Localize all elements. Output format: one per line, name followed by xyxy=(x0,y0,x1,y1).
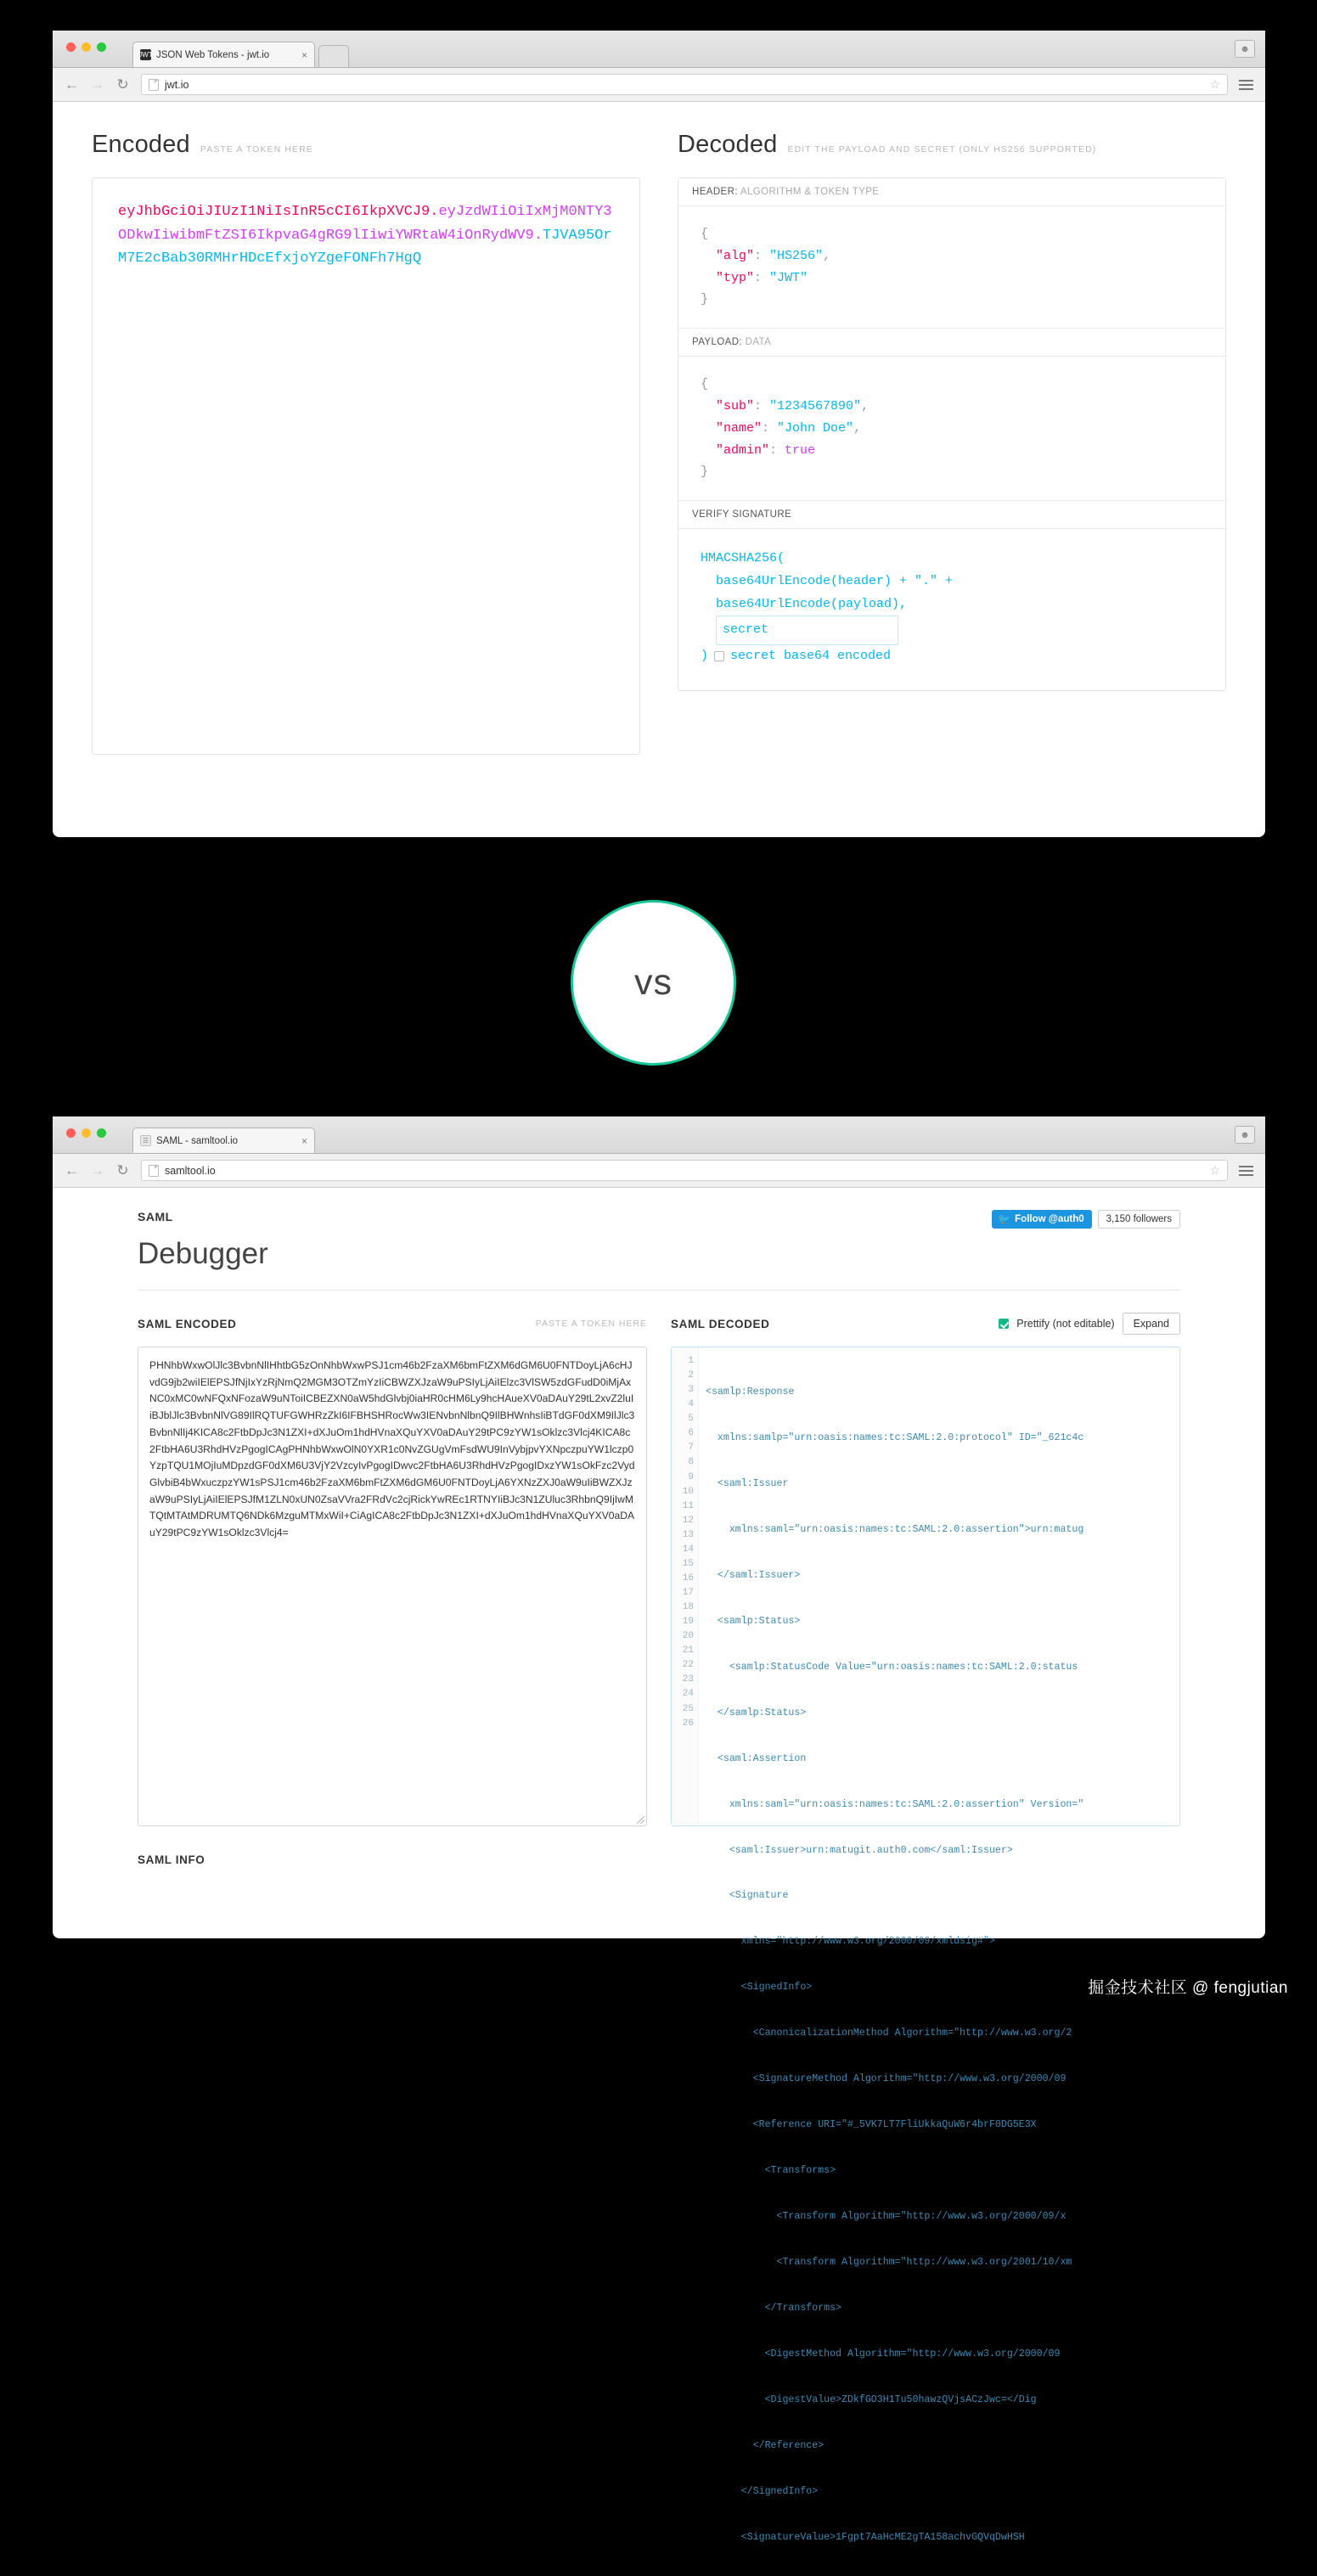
line-number: 15 xyxy=(682,1558,694,1569)
saml-decoded-header xyxy=(671,1313,1180,1335)
close-window-button[interactable] xyxy=(66,1128,76,1138)
line-number: 24 xyxy=(682,1689,694,1700)
profile-icon[interactable]: ☻ xyxy=(1235,1126,1255,1144)
json-key: "typ" xyxy=(716,270,755,285)
url-text: jwt.io xyxy=(165,78,189,91)
xml-line: <Transform Algorithm="http://www.w3.org/2001/10/xm xyxy=(706,2257,1072,2269)
reload-icon[interactable]: ↻ xyxy=(116,1162,129,1178)
encoded-token-input[interactable] xyxy=(92,177,640,755)
xml-line: </SignedInfo> xyxy=(706,2485,819,2497)
xml-line: <Transforms> xyxy=(706,2165,836,2177)
xml-line: <samlp:Status> xyxy=(706,1615,801,1627)
xml-line: xmlns:samlp="urn:oasis:names:tc:SAML:2.0:protocol" ID="_621c4c xyxy=(706,1431,1084,1443)
json-key: "name" xyxy=(716,420,763,436)
line-number: 11 xyxy=(682,1500,694,1511)
decoded-subtitle: EDIT THE PAYLOAD AND SECRET (ONLY HS256 SUPPORTED) xyxy=(787,144,1097,155)
saml-encoded-title: SAML ENCODED xyxy=(138,1317,237,1330)
header-divider xyxy=(138,1290,1180,1291)
json-line xyxy=(701,440,1203,462)
address-bar[interactable] xyxy=(141,1160,1228,1181)
line-number: 7 xyxy=(688,1443,694,1454)
json-comma: , xyxy=(853,420,862,436)
payload-json[interactable] xyxy=(678,357,1225,500)
profile-icon[interactable]: ☻ xyxy=(1235,40,1255,58)
paste-token-hint: PASTE A TOKEN HERE xyxy=(535,1319,647,1329)
saml-encoded-header xyxy=(138,1313,647,1335)
json-comma: , xyxy=(861,398,870,413)
json-colon: : xyxy=(754,270,763,285)
line-number: 21 xyxy=(682,1645,694,1656)
xml-line: <saml:Issuer xyxy=(706,1477,789,1489)
expand-button[interactable]: Expand xyxy=(1123,1313,1180,1335)
page-title: Debugger xyxy=(138,1237,268,1270)
json-value: "John Doe" xyxy=(777,420,854,436)
saml-encoded-column xyxy=(138,1313,647,1826)
line-number: 5 xyxy=(688,1414,694,1425)
decoded-header xyxy=(678,131,1226,159)
prettify-label[interactable]: Prettify (not editable) xyxy=(1016,1318,1115,1330)
jwt-dot-1: . xyxy=(430,204,439,220)
saml-decoded-title: SAML DECODED xyxy=(671,1317,770,1330)
saml-kicker: SAML xyxy=(138,1210,173,1223)
json-key: "alg" xyxy=(716,248,755,263)
xml-line: </samlp:Status> xyxy=(706,1707,807,1718)
brace-open: { xyxy=(701,227,709,241)
json-value: "JWT" xyxy=(769,270,808,285)
page-icon xyxy=(149,79,159,91)
json-value: "HS256" xyxy=(769,248,824,263)
line-number: 23 xyxy=(682,1674,694,1685)
saml-decoded-viewer[interactable] xyxy=(671,1347,1180,2543)
page-favicon-icon: ☰ xyxy=(140,1135,151,1146)
json-line xyxy=(701,418,1203,440)
decoded-title: Decoded xyxy=(678,131,778,158)
menu-icon[interactable] xyxy=(1239,80,1253,90)
xml-line: xmlns="http://www.w3.org/2000/09/xmldsig#"> xyxy=(706,1936,995,1948)
signature-editor[interactable] xyxy=(678,529,1225,689)
xml-line: <DigestValue>ZDkfGO3H1Tu50hawzQVjsACzJwc=</Dig xyxy=(706,2393,1037,2405)
base64-checkbox-label[interactable]: secret base64 encoded xyxy=(730,648,892,663)
bookmark-star-icon[interactable]: ☆ xyxy=(1209,1163,1220,1177)
base64-checkbox[interactable] xyxy=(714,651,724,661)
sig-line xyxy=(701,548,1203,571)
sig-line xyxy=(701,593,1203,616)
encoded-subtitle: PASTE A TOKEN HERE xyxy=(200,144,313,155)
sig-line xyxy=(701,645,1203,668)
line-number: 14 xyxy=(682,1544,694,1555)
tab-title: SAML - samltool.io xyxy=(156,1135,239,1146)
close-window-button[interactable] xyxy=(66,42,76,52)
jwt-favicon-icon: JWT xyxy=(138,51,153,59)
line-number: 1 xyxy=(688,1356,694,1366)
line-number-gutter xyxy=(672,1347,699,1825)
encoded-header xyxy=(92,131,640,159)
vs-label: vs xyxy=(634,962,673,1003)
saml-brand xyxy=(138,1210,268,1290)
line-number: 19 xyxy=(682,1617,694,1628)
json-line xyxy=(701,245,1203,267)
json-colon: : xyxy=(762,420,770,436)
json-line xyxy=(701,461,1203,483)
json-colon: : xyxy=(754,398,763,413)
saml-encoded-textarea[interactable]: PHNhbWxwOlJlc3BvbnNlIHhtbG5zOnNhbWxwPSJ1cm46b2FzaXM6bmFtZXM6dGM6U0FNTDoyLjA6cHJvdG9jb2wiIElEPSJfNjIxYzRjNmQ2MGM3OTZmYzIiCBWZXJzaW9uPSIyLjAiIElzc3VlSW5zdGFudD0iMjAxNC0xMC0wNFQxNFozaW9uNToiICBEZXN0aW5hdGlvbj0iaHR0cHM6Ly9hcHAueXV0aDAuY29tL2xvZ2luIiBJblJlc3BvbnNlVG89IlRQTUFGWHRzZkI6IFBHSHRocWw3IENvbnNlbnQ9IlBHWnhsIiBTdGF0dXM9IlJlc3BvbnNlIj4KICA8c2FtbDpJc3N1ZXI+dXJuOm1hdHVnaXQuYXV0aDAuY29tPC9zYW1sOklzc3Vlcj4KICA8c2FtbHA6U3RhdHVzPgogICAgPHNhbWxwOlN0YXR1c0NvZGUgVmFsdWU9InVybjpvYXNpczpuYW1lczp0YzpTQU1MOjIuMDpzdGF0dXM6U3VjY2VzcyIvPgogIDwvc2FtbHA6U3RhdHVzPgogIDxzYW1sOkFzc2VydGlvbiB4bWxuczpzYW1sPSJ1cm46b2FzaXM6bmFtZXM6dGM6U0FNTDoyLjA6YXNzZXJ0aW9uIiBWZXJzaW9uPSIyLjAiIElEPSJfM1ZLN0xUN0ZsaVVra2FRdVc2cjRickYwREc1RTNYIiBJc3N1ZUluc3RhbnQ9IjIwMTQtMTAtMDRUMTQ6NDk6MzguMTMxWiI+CiAgICA8c2FtbDpJc3N1ZXI+dXJuOm1hdHVnaXQuYXV0aDAuY29tPC9zYW1sOklzc3Vlcj4= xyxy=(138,1347,647,1826)
back-icon[interactable]: ← xyxy=(65,76,79,93)
vs-badge xyxy=(571,900,736,1066)
xml-line: <Signature xyxy=(706,1890,789,1902)
twitter-follow-group xyxy=(992,1210,1180,1229)
payload-section-label xyxy=(678,328,1225,357)
header-json[interactable] xyxy=(678,206,1225,328)
reload-icon[interactable]: ↻ xyxy=(116,76,129,93)
jwt-signature-segment: TJVA95OrM7E2cBab30RMHrHDcEfxjoYZgeFONFh7HgQ xyxy=(118,227,612,267)
sig-line xyxy=(701,616,1203,645)
json-colon: : xyxy=(769,442,778,458)
new-tab-button[interactable] xyxy=(318,45,349,67)
xml-line: <Transform Algorithm="http://www.w3.org/2000/09/x xyxy=(706,2211,1067,2223)
encoded-title: Encoded xyxy=(92,131,190,158)
tab-title: JSON Web Tokens - jwt.io xyxy=(156,49,270,60)
line-number: 10 xyxy=(682,1486,694,1497)
line-number: 16 xyxy=(682,1572,694,1583)
close-icon[interactable]: × xyxy=(301,1134,307,1147)
encoded-column xyxy=(92,131,640,755)
line-number: 3 xyxy=(688,1385,694,1396)
xml-line: xmlns:saml="urn:oasis:names:tc:SAML:2.0:assertion">urn:matug xyxy=(706,1523,1084,1535)
json-comma: , xyxy=(823,248,831,263)
json-value: "1234567890" xyxy=(769,398,862,413)
line-number: 17 xyxy=(682,1588,694,1598)
prettify-checkbox[interactable] xyxy=(999,1319,1009,1329)
header-label-sub: ALGORITHM & TOKEN TYPE xyxy=(740,187,880,197)
saml-info-label: SAML INFO xyxy=(138,1853,205,1866)
header-section-label xyxy=(678,178,1225,206)
payload-label: PAYLOAD: xyxy=(692,337,743,348)
xml-line: <samlp:Response xyxy=(706,1386,795,1398)
browser-tab-saml[interactable] xyxy=(132,1128,315,1153)
sig-line-header: base64UrlEncode(header) + "." + xyxy=(716,573,954,588)
line-number: 18 xyxy=(682,1602,694,1613)
hmac-fn-label: HMACSHA256( xyxy=(701,551,785,566)
jwt-browser-window xyxy=(53,31,1265,837)
line-number: 4 xyxy=(688,1399,694,1410)
xml-line: </Transforms> xyxy=(706,2303,842,2314)
jwt-payload-segment: eyJzdWIiOiIxMjM0NTY3ODkwIiwibmFtZSI6IkpvaG4gRG9lIiwiYWRtaW4iOnRydWV9 xyxy=(118,204,612,244)
jwt-page-body xyxy=(53,102,1265,755)
json-line xyxy=(701,374,1203,396)
maximize-window-button[interactable] xyxy=(97,42,106,52)
json-value: true xyxy=(785,442,816,458)
json-line xyxy=(701,396,1203,418)
xml-line: <Reference URI="#_5VK7LT7FliUkkaQuW6r4brF0DG5E3X xyxy=(706,2119,1037,2131)
secret-input[interactable]: secret xyxy=(716,616,898,645)
xml-line: <samlp:StatusCode Value="urn:oasis:names:tc:SAML:2.0:status xyxy=(706,1661,1078,1673)
payload-label-sub: DATA xyxy=(745,337,772,348)
twitter-bird-icon: 🐦 xyxy=(998,1213,1011,1225)
close-icon[interactable]: × xyxy=(301,48,307,61)
json-line xyxy=(701,267,1203,290)
line-number: 6 xyxy=(688,1428,694,1439)
saml-header-row xyxy=(138,1210,1180,1290)
xml-line: xmlns:saml="urn:oasis:names:tc:SAML:2.0:assertion" Version=" xyxy=(706,1798,1084,1810)
line-number: 8 xyxy=(688,1457,694,1468)
line-number: 13 xyxy=(682,1529,694,1540)
brace-close: } xyxy=(701,292,709,307)
xml-line: <saml:Assertion xyxy=(706,1752,807,1764)
xml-line: </Reference> xyxy=(706,2439,825,2451)
saml-xml-content xyxy=(699,1347,1179,2543)
jwt-toolbar xyxy=(53,68,1265,102)
xml-line: </saml:Issuer> xyxy=(706,1569,801,1581)
json-line xyxy=(701,289,1203,311)
jwt-titlebar xyxy=(53,31,1265,68)
line-number: 12 xyxy=(682,1515,694,1526)
sig-line-payload: base64UrlEncode(payload), xyxy=(716,596,908,611)
line-number: 26 xyxy=(682,1718,694,1729)
forward-icon[interactable]: → xyxy=(90,1162,104,1178)
decoded-panel xyxy=(678,177,1226,691)
window-controls[interactable] xyxy=(66,1128,106,1138)
line-number: 20 xyxy=(682,1631,694,1642)
twitter-follow-button[interactable] xyxy=(992,1210,1091,1229)
jwt-header-segment: eyJhbGciOiJIUzI1NiIsInR5cCI6IkpXVCJ9 xyxy=(118,204,431,220)
sig-line xyxy=(701,571,1203,593)
minimize-window-button[interactable] xyxy=(82,1128,91,1138)
decoded-column xyxy=(678,131,1226,755)
json-key: "sub" xyxy=(716,398,755,413)
line-number: 22 xyxy=(682,1660,694,1671)
brace-close: } xyxy=(701,464,709,480)
watermark: 掘金技术社区 @ fengjutian xyxy=(1088,1979,1288,1997)
xml-line: <saml:Issuer>urn:matugit.auth0.com</saml:Issuer> xyxy=(706,1844,1013,1856)
paren-close: ) xyxy=(701,648,709,663)
xml-line: <SignedInfo> xyxy=(706,1982,813,1994)
browser-tab-jwt[interactable] xyxy=(132,42,315,67)
window-controls[interactable] xyxy=(66,42,106,52)
line-number: 25 xyxy=(682,1703,694,1714)
jwt-dot-2: . xyxy=(533,227,543,244)
url-text: samltool.io xyxy=(165,1164,216,1177)
line-number: 2 xyxy=(688,1370,694,1381)
json-line xyxy=(701,223,1203,245)
forward-icon[interactable]: → xyxy=(90,76,104,93)
json-colon: : xyxy=(754,248,763,263)
xml-line: <DigestMethod Algorithm="http://www.w3.org/2000/09 xyxy=(706,2348,1061,2359)
verify-signature-label xyxy=(678,500,1225,529)
xml-line: <CanonicalizationMethod Algorithm="http://www.w3.org/2 xyxy=(706,2028,1072,2039)
menu-icon[interactable] xyxy=(1239,1166,1253,1176)
decoded-controls xyxy=(999,1313,1180,1335)
line-number: 9 xyxy=(688,1471,694,1482)
bookmark-star-icon[interactable]: ☆ xyxy=(1209,77,1220,91)
saml-decoded-column xyxy=(671,1313,1180,2543)
address-bar[interactable] xyxy=(141,74,1228,95)
page-icon xyxy=(149,1165,159,1177)
twitter-follower-count[interactable]: 3,150 followers xyxy=(1098,1210,1180,1229)
saml-toolbar xyxy=(53,1154,1265,1188)
xml-line: <SignatureValue>1Fgpt7AaHcME2gTA158achvGQVqDwHSH xyxy=(706,2531,1025,2543)
maximize-window-button[interactable] xyxy=(97,1128,106,1138)
verify-label: VERIFY SIGNATURE xyxy=(692,509,792,520)
json-key: "admin" xyxy=(716,442,770,458)
saml-titlebar xyxy=(53,1116,1265,1154)
brace-open: { xyxy=(701,377,709,392)
header-label: HEADER: xyxy=(692,187,738,197)
twitter-follow-label: Follow @auth0 xyxy=(1015,1214,1084,1224)
minimize-window-button[interactable] xyxy=(82,42,91,52)
xml-line: <SignatureMethod Algorithm="http://www.w3.org/2000/09 xyxy=(706,2073,1067,2085)
back-icon[interactable]: ← xyxy=(65,1162,79,1178)
